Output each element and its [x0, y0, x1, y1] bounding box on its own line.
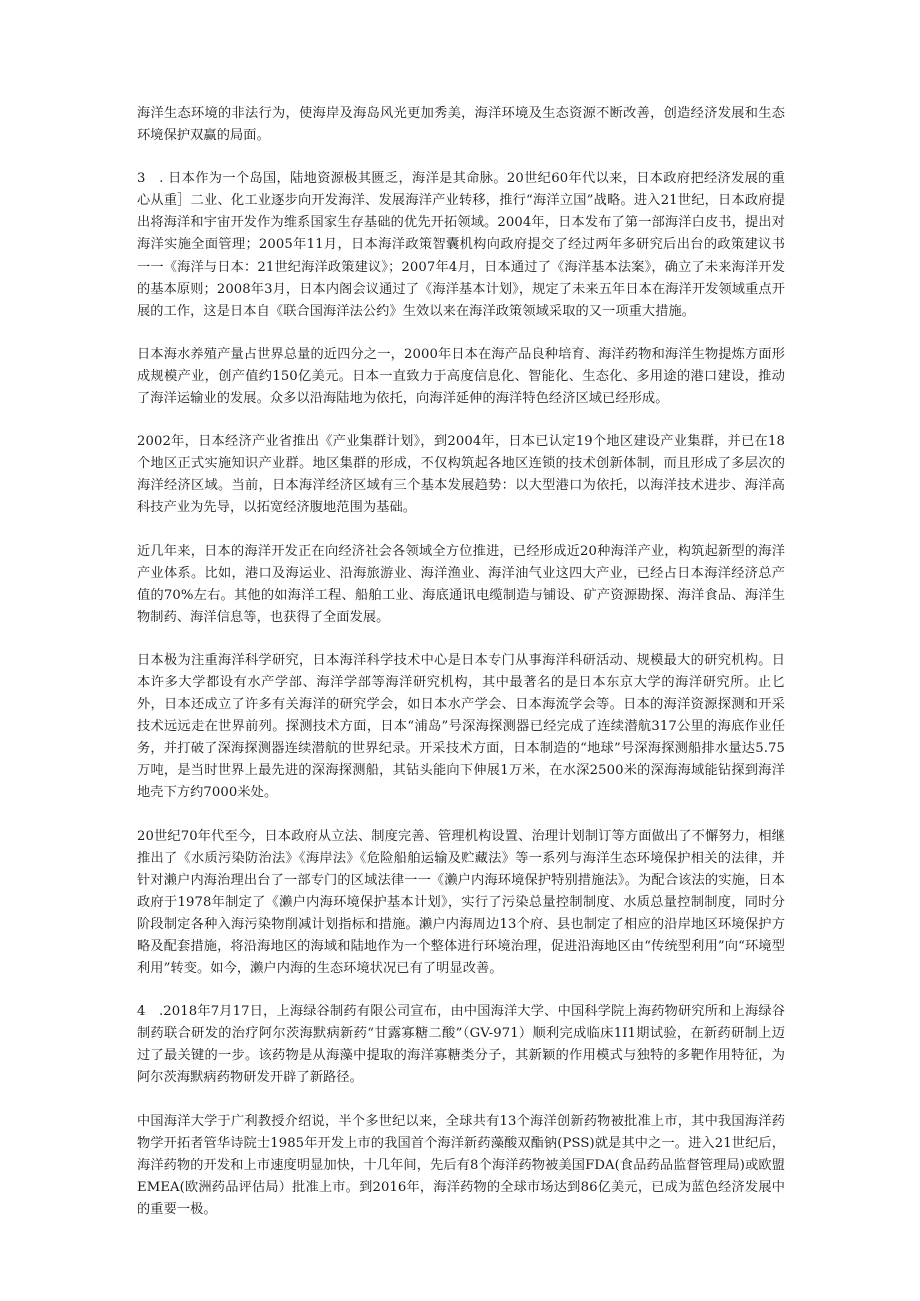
- paragraph-industry-cluster: 2002年，日本经济产业省推出《产业集群计划》，到2004年，日本已认定19个地区建设产业集群，并已在18个地区正式实施知识产业群。地区集群的形成，不仅构筑起各地区连锁的技术创新体制，而且形成了多层次的海洋经济区域。当前，日本海洋经济区域有三个基本发展趋势：以大型港口为依托，以海洋技术进步、海洋高科技产业为先导，以拓宽经济腹地范围为基础。: [137, 434, 785, 516]
- paragraph-marine-industries: 近几年来，日本的海洋开发正在向经济社会各领域全方位推进，已经形成近20种海洋产业，构筑起新型的海洋产业体系。比如，港口及海运业、沿海旅游业、海洋渔业、海洋油气业这四大产业，已经占日本海洋经济总产值的70%左右。其他的如海洋工程、船舶工业、海底通讯电缆制造与铺设、矿产资源勘探、海洋食品、海洋生物制药、海洋信息等，也获得了全面发展。: [137, 543, 785, 625]
- document-body: [137, 103, 785, 1221]
- paragraph-gap: [137, 323, 785, 344]
- paragraph-eco-environment: 海洋生态环境的非法行为，使海岸及海岛风光更加秀美，海洋环境及生态资源不断改善，创造经济发展和生态环境保护双赢的局面。: [137, 106, 785, 144]
- paragraph-marine-drugs-market: 中国海洋大学于广利教授介绍说，半个多世纪以来，全球共有13个海洋创新药物被批准上市，其中我国海洋药物学开拓者管华诗院士1985年开发上市的我国首个海洋新药藻酸双酯钠(PSS)就是其中之一。进入21世纪后，海洋药物的开发和上市速度明显加快，十几年间，先后有8个海洋药物被美国FDA(食品药品监督管理局)或欧盟EMEA(欧洲药品评估局）批准上市。到2016年，海洋药物的全球市场达到86亿美元，已成为蓝色经济发展中的重要一极。: [137, 1113, 785, 1217]
- paragraph-marine-research: 日本极为注重海洋科学研究，日本海洋科学技术中心是日本专门从事海洋科研活动、规模最大的研究机构。日本许多大学都设有水产学部、海洋学部等海洋研究机构，其中最著名的是日本东京大学的海洋研究所。止匕外，日本还成立了许多有关海洋的研究学会，如日本水产学会、日本海流学会等。日本的海洋资源探测和开采技术远远走在世界前列。探测技术方面，日本“浦岛”号深海探测器已经完成了连续潜航317公里的海底作业任务，并打破了深海探测器连续潜航的世界纪录。开采技术方面，日本制造的“地球”号深海探测船排水量达5.75万吨，是当时世界上最先进的深海探测船，其钻头能向下伸展1万米，在水深2500米的深海海域能钻探到海洋地壳下方约7000米处。: [137, 652, 785, 801]
- paragraph-japan-aquaculture: 日本海水养殖产量占世界总量的近四分之一，2000年日本在海产品良种培育、海洋药物和海洋生物提炼方面形成规模产业，创产值约150亿美元。日本一直致力于高度信息化、智能化、生态化、多用途的港口建设，推动了海洋运输业的发展。众多以沿海陆地为依托，向海洋延伸的海洋特色经济区域已经形成。: [137, 346, 785, 407]
- paragraph-gap: [137, 1090, 785, 1111]
- paragraph-gap: [137, 980, 785, 1001]
- paragraph-gap: [137, 629, 785, 650]
- paragraph-gap: [137, 410, 785, 431]
- paragraph-gv971-drug: 4 .2018年7月17日，上海绿谷制药有限公司宣布，由中国海洋大学、中国科学院上海药物研究所和上海绿谷制药联合研发的治疗阿尔茨海默病新药“甘露寡糖二酸”（GV-971）顺利完成临床1I1期试验，在新药研制上迈过了最关键的一步。该药物是从海藻中提取的海洋寡糖类分子，其新颖的作用模式与独特的多靶作用特征，为阿尔茨海默病药物研发开辟了新路径。: [137, 1004, 785, 1086]
- paragraph-japan-ocean-strategy: 3 . 日本作为一个岛国，陆地资源极其匮乏，海洋是其命脉。20世纪60年代以来，日本政府把经济发展的重心从重］二业、化工业逐步向开发海洋、发展海洋产业转移，推行“海洋立国”战略。进入21世纪，日本政府提出将海洋和宇宙开发作为维系国家生存基础的优先开拓领域。2004年，日本发布了第一部海洋白皮书，提出对海洋实施全面管理；2005年11月，日本海洋政策智囊机构向政府提交了经过两年多研究后出台的政策建议书一一《海洋与日本：21世纪海洋政策建议》；2007年4月，日本通过了《海洋基本法案》，确立了未来海洋开发的基本原则；2008年3月，日本内阁会议通过了《海洋基本计划》，规定了未来五年日本在海洋开发领域重点开展的工作，这是日本自《联合国海洋法公约》生效以来在海洋政策领域采取的又一项重大措施。: [137, 171, 785, 319]
- paragraph-gap: [137, 805, 785, 826]
- paragraph-gap: [137, 520, 785, 541]
- paragraph-seto-inland-sea: 20世纪70年代至今，日本政府从立法、制度完善、管理机构设置、治理计划制订等方面做出了不懈努力，相继推出了《水质污染防治法》《海岸法》《危险船舶运输及贮藏法》等一系列与海洋生态环境保护相关的法律，并针对濑户内海治理出台了一部专门的区域法律一一《濑户内海环境保护特别措施法》。为配合该法的实施，日本政府于1978年制定了《濑户内海环境保护基本计划》，实行了污染总量控制制度、水质总量控制制度，同时分阶段制定各种入海污染物削减计划指标和措施。濑户内海周边13个府、县也制定了相应的沿岸地区环境保护方略及配套措施，将沿海地区的海域和陆地作为一个整体进行环境治理，促进沿海地区由“传统型利用”向“环境型利用”转变。如今，濑户内海的生态环境状况已有了明显改善。: [137, 828, 785, 977]
- paragraph-gap: [137, 147, 785, 168]
